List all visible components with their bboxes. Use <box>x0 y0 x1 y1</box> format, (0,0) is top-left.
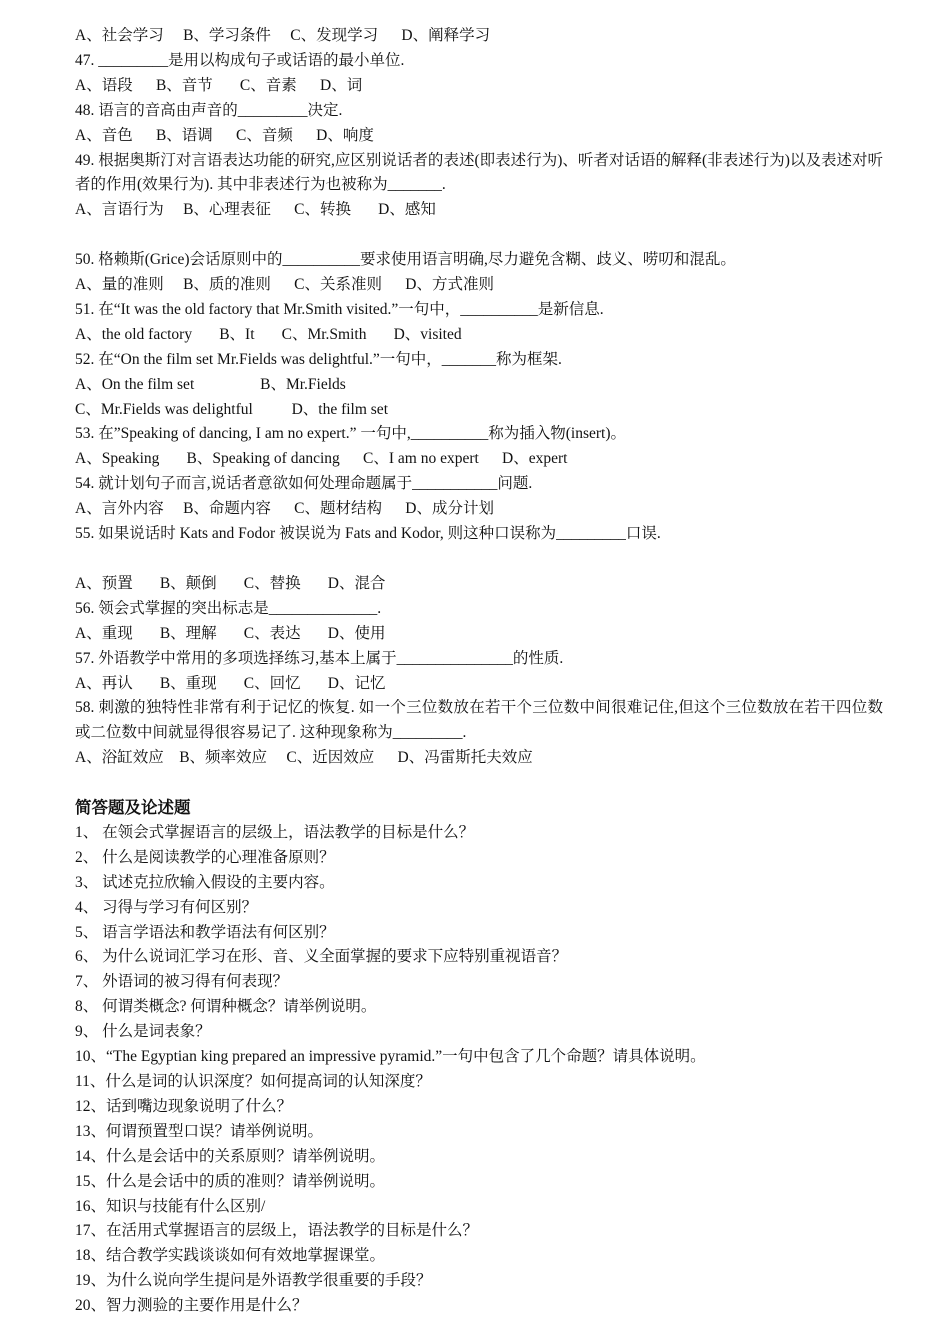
short-answer-item: 15、什么是会话中的质的准则？请举例说明。 <box>75 1172 386 1190</box>
blank-line <box>75 547 883 572</box>
q56-options: A、重现 B、理解 C、表达 D、使用 <box>75 624 386 642</box>
q50-options: A、量的准则 B、质的准则 C、关系准则 D、方式准则 <box>75 276 494 294</box>
q56-stem: 56. 领会式掌握的突出标志是______________. <box>75 599 382 617</box>
q58-stem: 58. 刺激的独特性非常有利于记忆的恢复. 如一个三位数放在若干个三位数中间很难记住,但这个三位数放在若干四位数或二位数中间就显得很容易记了. 这种现象称为_________. <box>75 699 883 742</box>
short-answer-item: 16、知识与技能有什么区别/ <box>75 1197 266 1215</box>
q54-stem: 54. 就计划句子而言,说话者意欲如何处理命题属于___________问题. <box>75 475 533 493</box>
section-heading: 简答题及论述题 <box>75 799 191 818</box>
q48-options: A、音色 B、语调 C、音频 D、响度 <box>75 126 374 144</box>
q48-stem: 48. 语言的音高由声音的_________决定. <box>75 101 343 119</box>
short-answer-item: 3、 试述克拉欣输入假设的主要内容。 <box>75 873 335 891</box>
short-answer-list <box>75 821 883 1319</box>
short-answer-item: 6、 为什么说词汇学习在形、音、义全面掌握的要求下应特别重视语音？ <box>75 948 568 966</box>
q54-options: A、言外内容 B、命题内容 C、题材结构 D、成分计划 <box>75 500 494 518</box>
q53-options: A、Speaking B、Speaking of dancing C、I am no expert D、expert <box>75 450 568 468</box>
q53-stem: 53. 在”Speaking of dancing, I am no expert.” 一句中,__________称为插入物(insert)。 <box>75 425 627 443</box>
short-answer-item: 17、在活用式掌握语言的层级上，语法教学的目标是什么？ <box>75 1222 479 1240</box>
short-answer-item: 5、 语言学语法和教学语法有何区别？ <box>75 923 335 941</box>
q52-stem: 52. 在“On the film set Mr.Fields was delightful.”一句中，_______称为框架. <box>75 350 562 368</box>
q49-options: A、言语行为 B、心理表征 C、转换 D、感知 <box>75 201 436 219</box>
short-answer-item: 4、 习得与学习有何区别？ <box>75 898 258 916</box>
q52-options: A、On the film set B、Mr.Fields <box>75 375 346 393</box>
short-answer-item: 10、“The Egyptian king prepared an impressive pyramid.”一句中包含了几个命题？请具体说明。 <box>75 1048 706 1066</box>
q47-stem: 47. _________是用以构成句子或话语的最小单位. <box>75 51 405 69</box>
q57-options: A、再认 B、重现 C、回忆 D、记忆 <box>75 674 386 692</box>
blank-line <box>75 771 883 796</box>
q46-options: A、社会学习 B、学习条件 C、发现学习 D、阐释学习 <box>75 27 491 44</box>
q49-stem: 49. 根据奥斯汀对言语表达功能的研究,应区别说话者的表述(即表述行为)、听者对话语的解释(非表述行为)以及表述对听者的作用(效果行为). 其中非表述行为也被称为_______. <box>75 151 883 194</box>
short-answer-item: 8、 何谓类概念? 何谓种概念？请举例说明。 <box>75 998 377 1016</box>
q58-options: A、浴缸效应 B、频率效应 C、近因效应 D、冯雷斯托夫效应 <box>75 749 533 767</box>
short-answer-item: 1、 在领会式掌握语言的层级上，语法教学的目标是什么？ <box>75 823 475 841</box>
blank-line <box>75 223 883 248</box>
short-answer-item: 14、什么是会话中的关系原则？请举例说明。 <box>75 1147 386 1165</box>
q57-stem: 57. 外语教学中常用的多项选择练习,基本上属于_______________的性质. <box>75 649 564 667</box>
q51-stem: 51. 在“It was the old factory that Mr.Smith visited.”一句中，__________是新信息. <box>75 300 604 318</box>
short-answer-item: 11、什么是词的认识深度？如何提高词的认知深度？ <box>75 1073 431 1091</box>
document-page <box>75 24 883 1319</box>
q55-options: A、预置 B、颠倒 C、替换 D、混合 <box>75 574 386 592</box>
short-answer-item: 12、话到嘴边现象说明了什么？ <box>75 1097 293 1115</box>
q51-options: A、the old factory B、It C、Mr.Smith D、visited <box>75 325 462 343</box>
short-answer-item: 13、何谓预置型口误？请举例说明。 <box>75 1122 324 1140</box>
q47-options: A、语段 B、音节 C、音素 D、词 <box>75 76 363 94</box>
q52-options-2: C、Mr.Fields was delightful D、the film set <box>75 400 388 418</box>
short-answer-item: 7、 外语词的被习得有何表现？ <box>75 973 289 991</box>
short-answer-item: 19、为什么说向学生提问是外语教学很重要的手段？ <box>75 1272 432 1290</box>
short-answer-item: 2、 什么是阅读教学的心理准备原则？ <box>75 848 335 866</box>
short-answer-item: 20、智力测验的主要作用是什么？ <box>75 1297 308 1315</box>
short-answer-item: 18、结合教学实践谈谈如何有效地掌握课堂。 <box>75 1247 386 1265</box>
q55-stem: 55. 如果说话时 Kats and Fodor 被误说为 Fats and Kodor, 则这种口误称为_________口误. <box>75 525 661 543</box>
q50-stem: 50. 格赖斯(Grice)会话原则中的__________要求使用语言明确,尽力避免含糊、歧义、唠叨和混乱。 <box>75 251 736 269</box>
short-answer-item: 9、 什么是词表象？ <box>75 1023 211 1041</box>
